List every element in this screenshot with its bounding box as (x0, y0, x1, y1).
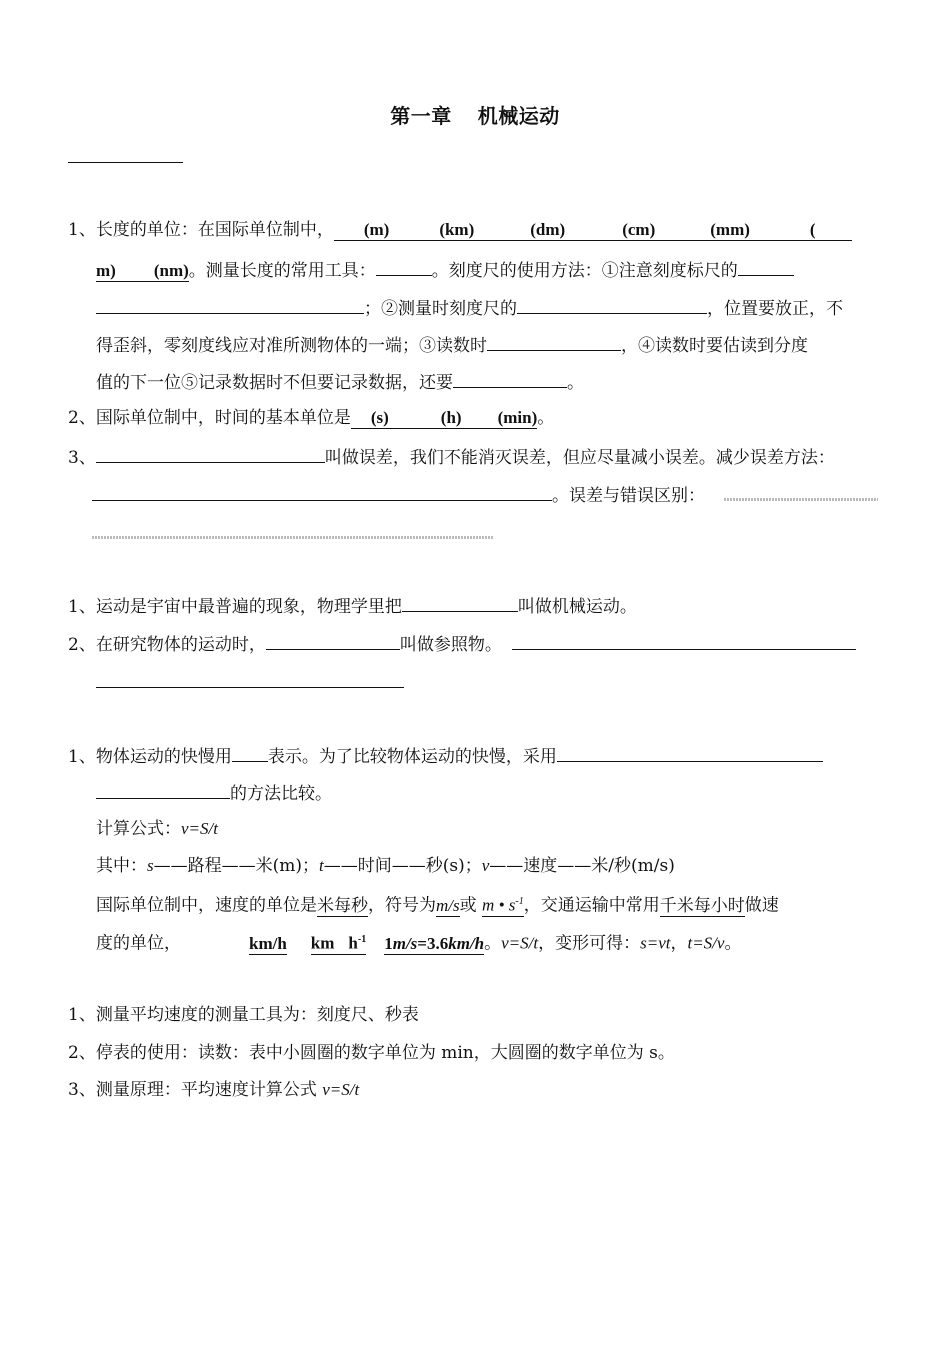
or-text: 或 (459, 895, 477, 916)
conv-kmh: km/h (448, 933, 485, 953)
dot-symbol: • (498, 895, 505, 915)
s3-q1-end: 的方法比较。 (230, 784, 332, 804)
s2-q2-text: 2、在研究物体的运动时， (68, 635, 266, 655)
where-label: 其中： (96, 856, 147, 876)
s4-q1 (68, 1004, 419, 1026)
where-line (96, 855, 675, 877)
unit-mps-alt (482, 892, 524, 917)
time-def: ——时间——秒(s)； (323, 856, 482, 876)
q1-line2 (96, 257, 794, 282)
s2-q1-end: 叫做机械运动。 (517, 597, 637, 617)
unit-mps-symbol: m/s (436, 895, 460, 915)
reduce-error-blank[interactable] (92, 482, 552, 501)
transport-text: ，交通运输中常用 (523, 895, 660, 916)
s3-q1-line1 (68, 743, 823, 768)
s2-q1-line (68, 593, 637, 618)
formula-s: s=vt (640, 933, 671, 953)
section-heading-line (68, 162, 183, 163)
transform-text: ，变形可得： (538, 933, 641, 954)
speed-unit-text: 国际单位制中，速度的单位是 (96, 895, 317, 916)
speed-unit-text-end: 做速 (744, 895, 779, 916)
unit-mm: (mm) (710, 220, 750, 239)
s2-q2-end: 叫做参照物。 (399, 635, 502, 655)
q2-text: 2、国际单位制中，时间的基本单位是 (68, 408, 351, 428)
symbol-s: s (147, 856, 154, 875)
formula-v: v=S/t (501, 933, 539, 953)
q1-text: 1、长度的单位：在国际单位制中， (68, 220, 334, 240)
chapter-number: 第一章 (390, 104, 452, 128)
q1-line1 (68, 219, 852, 241)
s4-q1-text: 1、测量平均速度的测量工具为：刻度尺、秒表 (68, 1005, 419, 1025)
q3-line1 (68, 444, 835, 469)
compare-method-blank[interactable] (557, 743, 823, 762)
reference-extra-blank-2[interactable] (96, 687, 404, 688)
unit-min: (min) (497, 408, 538, 427)
error-diff-wavy-blank-2[interactable] (92, 536, 494, 539)
exponent-h: -1 (357, 934, 367, 945)
q1-step2-text2: ，位置要放正，不 (707, 299, 843, 319)
reading-blank[interactable] (487, 332, 621, 351)
scale-blank[interactable] (738, 257, 794, 276)
q1-line4 (96, 332, 808, 357)
q2-end: 。 (537, 408, 555, 428)
line-end: 。 (724, 933, 742, 954)
error-definition-blank[interactable] (96, 444, 325, 463)
s4-q3-formula: v=S/t (322, 1080, 360, 1099)
q3-diff-text: 。误差与错误区别： (552, 486, 705, 506)
conv-one: 1 (384, 933, 393, 953)
s2-q1-text: 1、运动是宇宙中最普遍的现象，物理学里把 (68, 597, 402, 617)
error-diff-wavy-blank[interactable] (724, 498, 878, 501)
unit-s: (s) (370, 408, 389, 427)
unit-dm: (dm) (530, 220, 566, 239)
unit-h-letter: h (348, 933, 358, 953)
ruler-position-blank[interactable] (517, 295, 707, 314)
speed-formula: v=S/t (181, 819, 218, 838)
q1-line5 (96, 369, 584, 394)
s2-q2-line (68, 631, 856, 656)
unit-blank-line2 (96, 261, 189, 282)
comma: ， (670, 933, 688, 954)
unit-m-letter: m (482, 895, 495, 915)
speed-unit-text2: 度的单位， (96, 933, 181, 954)
distance-def: ——路程——米(m)； (153, 856, 320, 876)
time-unit-blank (351, 408, 537, 429)
symbol-text: ，符号为 (368, 895, 436, 916)
q1-line3 (96, 295, 843, 320)
s4-q3 (68, 1079, 359, 1101)
unit-km: (km) (439, 220, 475, 239)
unit-s-letter: s (508, 895, 516, 915)
unit-kmh: km/h (249, 933, 287, 953)
chapter-name: 机械运动 (477, 104, 560, 128)
scale-blank-cont[interactable] (96, 295, 364, 314)
unit-m: (m) (363, 220, 390, 239)
speed-blank[interactable] (232, 743, 268, 762)
unit-blank-line (334, 220, 852, 241)
mechanical-motion-blank[interactable] (402, 593, 518, 612)
unit-nm: (nm) (153, 261, 189, 280)
q3-text: 叫做误差，我们不能消灭误差，但应尽量减小误差。减少误差方法： (324, 448, 835, 468)
unit-km-h-inv (311, 930, 366, 955)
unit-um-open: ( (809, 220, 816, 239)
symbol-t: t (319, 856, 324, 875)
formula-label: 计算公式： (96, 819, 181, 839)
q2-line (68, 407, 554, 429)
s4-q3-text: 3、测量原理：平均速度计算公式 (68, 1080, 323, 1100)
exponent: -1 (515, 896, 524, 907)
formula-t: t=S/v (687, 933, 725, 953)
period: 。 (484, 933, 502, 954)
page-title (0, 100, 950, 129)
unit-kmh-name: 千米每小时 (659, 895, 745, 916)
q1-step2-text: ；②测量时刻度尺的 (364, 299, 517, 319)
q3-number: 3、 (68, 448, 96, 468)
conv-factor: =3.6 (417, 933, 449, 953)
record-blank[interactable] (453, 369, 567, 388)
s4-q2 (68, 1042, 675, 1064)
unit-h: (h) (440, 408, 462, 427)
q1-tool-text: 。测量长度的常用工具： (188, 261, 376, 281)
q1-step5-text: 值的下一位⑤记录数据时不但要记录数据，还要 (96, 373, 453, 393)
tool-blank[interactable] (376, 257, 432, 276)
reference-extra-blank[interactable] (512, 631, 856, 650)
q1-method-text: 。刻度尺的使用方法：①注意刻度标尺的 (431, 261, 738, 281)
formula-line (96, 818, 218, 840)
s4-q2-text: 2、停表的使用：读数：表中小圆圈的数字单位为 min，大圆圈的数字单位为 s。 (68, 1043, 675, 1063)
unit-um-close: m) (96, 261, 116, 280)
speed-unit-line1 (96, 892, 779, 917)
q1-step3-text: 得歪斜，零刻度线应对准所测物体的一端；③读数时 (96, 336, 487, 356)
reference-object-blank[interactable] (266, 631, 400, 650)
s3-q1-line2 (96, 780, 332, 805)
unit-cm: (cm) (622, 220, 656, 239)
conversion-formula (384, 934, 484, 955)
q1-step4-text: ，④读数时要估读到分度 (621, 336, 808, 356)
speed-def: ——速度——米/秒(m/s) (489, 856, 675, 876)
unit-km: km (310, 933, 335, 953)
speed-unit-line2 (96, 930, 741, 955)
q1-end: 。 (567, 373, 584, 393)
unit-mps-name: 米每秒 (317, 895, 368, 916)
s3-q1-text: 1、物体运动的快慢用 (68, 747, 232, 767)
q3-line2 (92, 482, 705, 507)
symbol-v: v (481, 856, 490, 875)
compare-method-blank-cont[interactable] (96, 780, 230, 799)
s3-q1-mid: 表示。为了比较物体运动的快慢，采用 (267, 747, 557, 767)
conv-mps: m/s (392, 933, 418, 953)
